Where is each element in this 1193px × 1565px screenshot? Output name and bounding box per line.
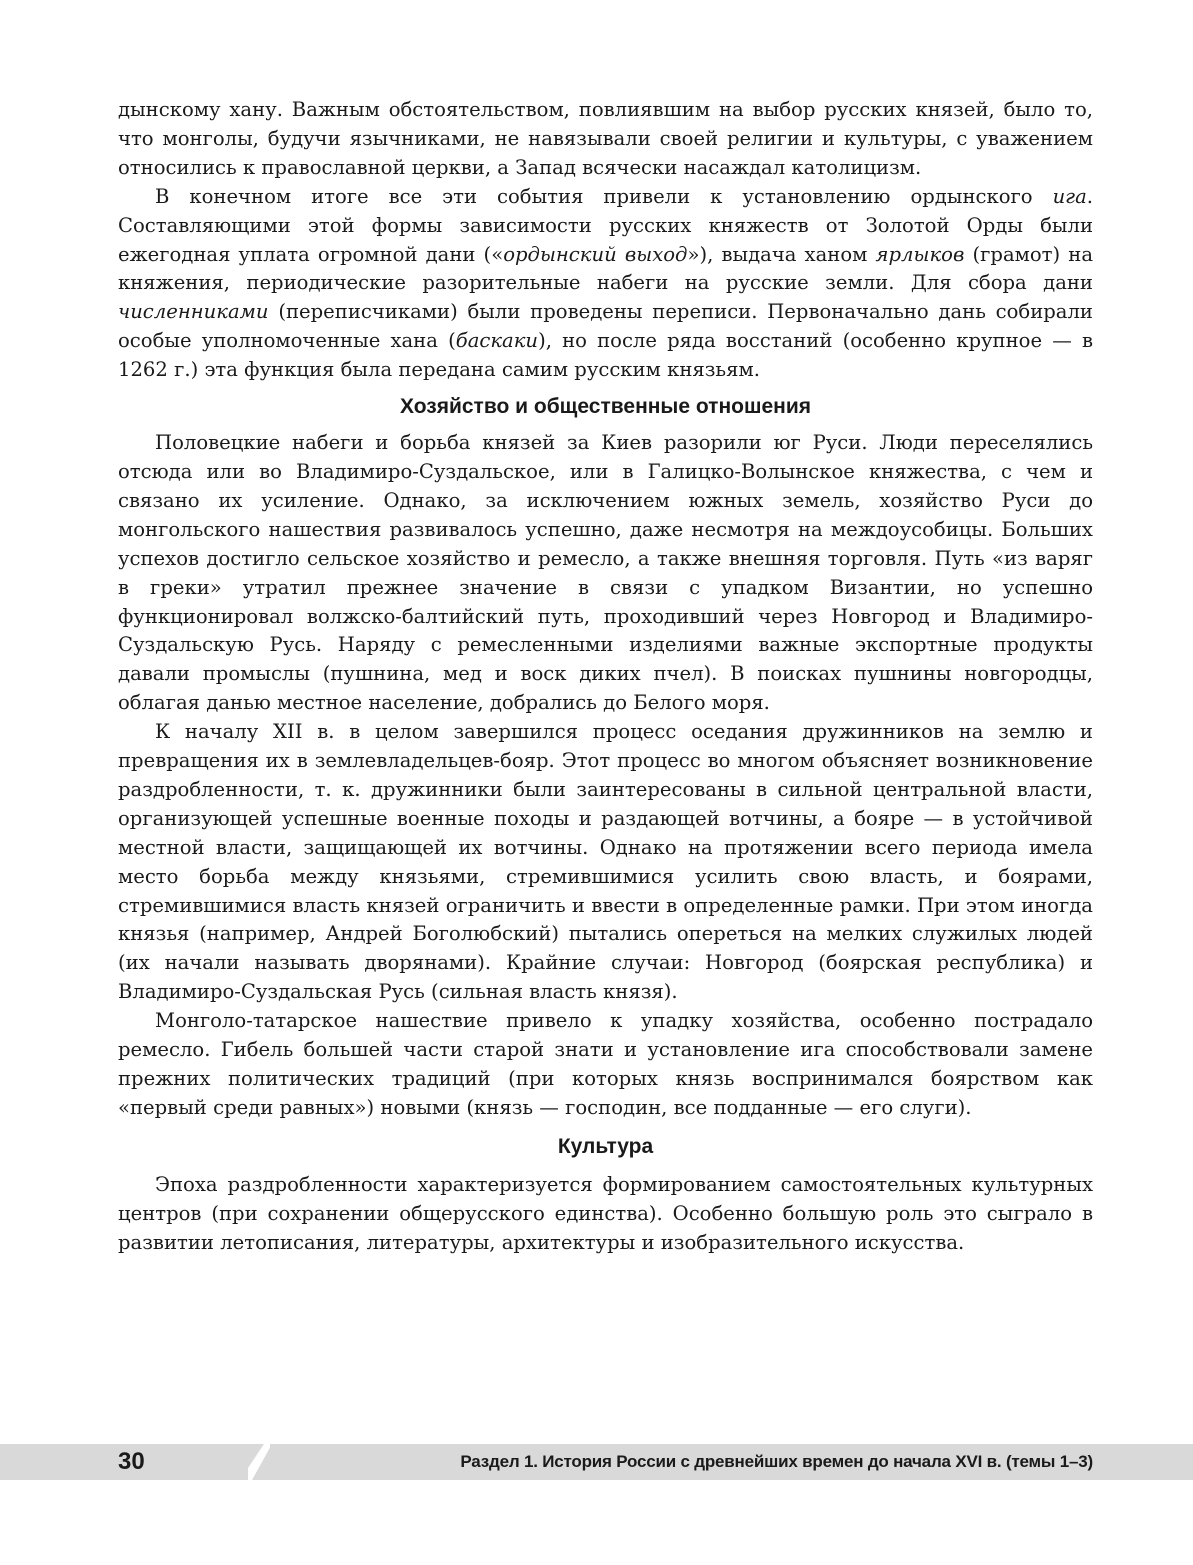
paragraph xyxy=(118,1007,1093,1123)
heading-economy-wrap xyxy=(118,393,1093,421)
italic-term: ярлыков xyxy=(875,242,965,266)
paragraph-text: Эпоха раздробленности характеризуется формированием самостоятельных культурных центров (при сохранении общерусского единства). Особенно большую роль это сыграло в развитии летописания, литературы, архитектуры и изобразительного искусства. xyxy=(118,1172,1093,1254)
paragraph-text: Монголо-татарское нашествие привело к упадку хозяйства, особенно пострадало ремесло. Гибель большей части старой знати и установление ига способствовали замене прежних политических традиций (при которых князь воспринимался боярством как «первый среди равных») новыми (князь — господин, все подданные — его слуги). xyxy=(118,1009,1093,1119)
paragraph xyxy=(118,96,1093,183)
paragraph-text: Половецкие набеги и борьба князей за Киев разорили юг Руси. Люди переселялись отсюда или во Владимиро-Суздальское, или в Галицко-Волынское княжества, с чем и связано их усиление. Однако, за исключением южных земель, хозяйство Руси до монгольского нашествия развивалось успешно, даже несмотря на междоусобицы. Больших успехов достигло сельское хозяйство и ремесло, а также внешняя торговля. Путь «из варяг в греки» утратил прежнее значение в связи с упадком Византии, но успешно функционировал волжско-балтийский путь, проходивший через Новгород и Владимиро-Суздальскую Русь. Наряду с ремесленными изделиями важные экспортные продукты давали промыслы (пушнина, мед и воск диких пчел). В поисках пушнины новгородцы, облагая данью местное население, добрались до Белого моря. xyxy=(118,431,1093,715)
paragraph-text: В конечном итоге все эти события привели к установлению ордынского xyxy=(155,184,1053,208)
section-culture xyxy=(118,1171,1093,1258)
paragraph-text: К началу XII в. в целом завершился процесс оседания дружинников на землю и превращения их в землевладельцев-бояр. Этот процесс во многом объясняет возникновение раздробленности, т. к. дружинники были заинтересованы в сильной центральной власти, организующей успешные военные походы и раздающей вотчины, а бояре — в устойчивой местной власти, защищающей их вотчины. Однако на протяжении всего периода имела место борьба между князьями, стремившимися усилить свою власть, и боярами, стремившимися власть князей ограничить и ввести в определенные рамки. При этом иногда князья (например, Андрей Боголюбский) пытались опереться на мелких служилых людей (их начали называть дворянами). Крайние случаи: Новгород (боярская республика) и Владимиро-Суздальская Русь (сильная власть князя). xyxy=(118,720,1093,1004)
italic-term: ордынский выход xyxy=(503,242,688,266)
paragraph-text: . Составляющими этой формы зависимости русских княжеств от Золотой Орды были ежегодная уплата огромной дани (« xyxy=(118,184,1093,266)
page-body xyxy=(118,96,1093,1258)
section-economy xyxy=(118,429,1093,1123)
paragraph xyxy=(118,718,1093,1007)
paragraph xyxy=(118,183,1093,385)
page-number: 30 xyxy=(118,1448,145,1475)
italic-term: ига xyxy=(1052,184,1087,208)
heading-culture-wrap xyxy=(118,1133,1093,1161)
section-intro xyxy=(118,96,1093,385)
paragraph xyxy=(118,429,1093,718)
paragraph xyxy=(118,1171,1093,1258)
paragraph-text: (переписчиками) были проведены переписи. Первоначально дань собирали особые уполномоченные хана ( xyxy=(118,300,1093,353)
italic-term: баскаки xyxy=(455,329,539,353)
page-footer xyxy=(0,1444,1193,1480)
paragraph-text: дынскому хану. Важным обстоятельством, повлиявшим на выбор русских князей, было то, что монголы, будучи язычниками, не навязывали своей религии и культуры, с уважением относились к православной церкви, а Запад всячески насаждал католицизм. xyxy=(118,98,1093,179)
paragraph-text: ), но после ряда восстаний (особенно крупное — в 1262 г.) эта функция была передана самим русским князьям. xyxy=(118,329,1094,382)
footer-notch-right xyxy=(252,1444,272,1480)
paragraph-text: (грамот) на княжения, периодические разорительные набеги на русские земли. Для сбора дани xyxy=(118,242,1093,295)
section-heading-culture: Культура xyxy=(557,1134,654,1158)
italic-term: численниками xyxy=(118,300,269,324)
running-title: Раздел 1. История России с древнейших времен до начала XVI в. (темы 1–3) xyxy=(460,1452,1093,1471)
paragraph-text: »), выдача ханом xyxy=(687,242,876,266)
section-heading-economy: Хозяйство и общественные отношения xyxy=(399,395,812,419)
